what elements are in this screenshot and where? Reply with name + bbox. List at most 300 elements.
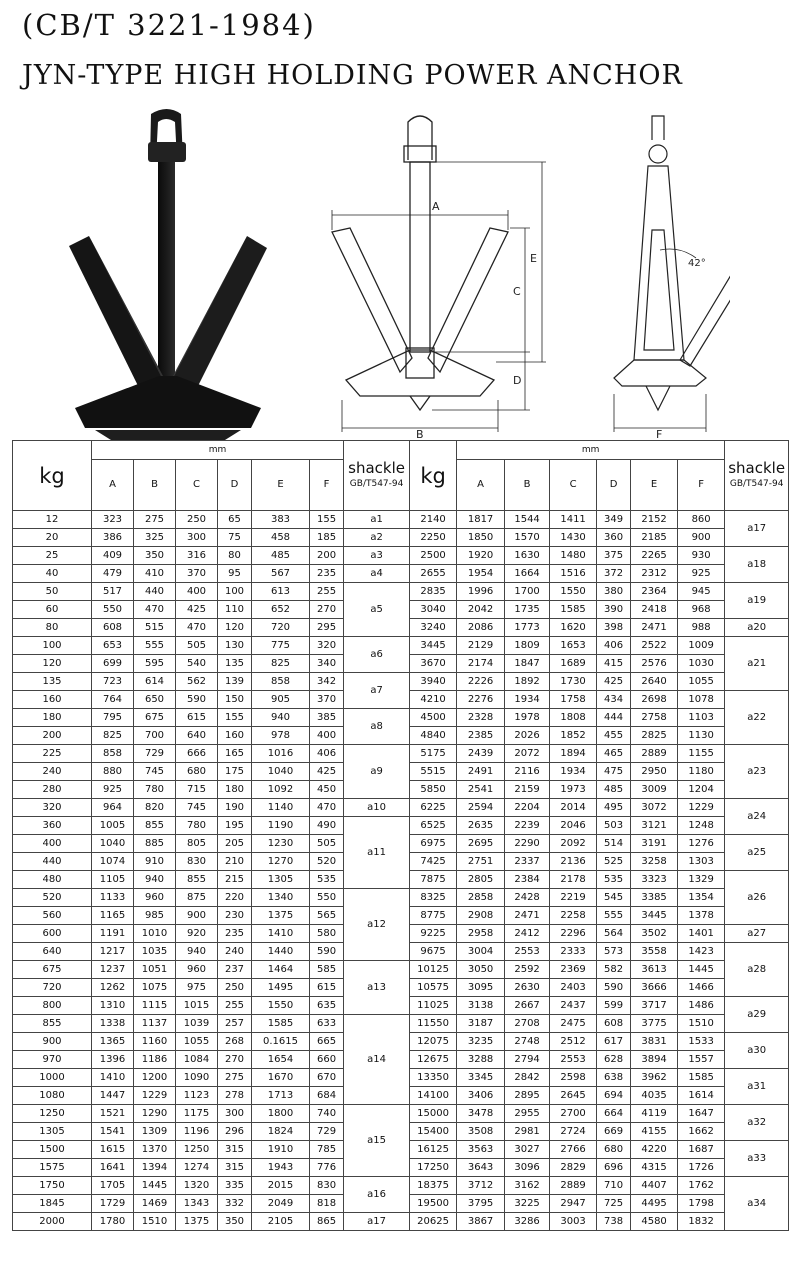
dim-cell-right: 375 bbox=[597, 547, 631, 565]
dim-cell-right: 1850 bbox=[457, 529, 505, 547]
shackle-cell-left: a3 bbox=[344, 547, 410, 565]
dim-cell-left: 1200 bbox=[134, 1069, 176, 1087]
shackle-cell-right: a29 bbox=[725, 997, 789, 1033]
dim-cell-left: 425 bbox=[176, 601, 218, 619]
shackle-cell-left: a11 bbox=[344, 817, 410, 889]
dim-cell-left: 409 bbox=[92, 547, 134, 565]
dim-cell-right: 3191 bbox=[631, 835, 678, 853]
dim-cell-right: 3187 bbox=[457, 1015, 505, 1033]
dim-cell-left: 1375 bbox=[176, 1213, 218, 1231]
weight-cell-left: 25 bbox=[13, 547, 92, 565]
dim-cell-right: 3009 bbox=[631, 781, 678, 799]
table-row bbox=[13, 547, 789, 565]
dim-cell-right: 4315 bbox=[631, 1159, 678, 1177]
shackle-cell-left: a7 bbox=[344, 673, 410, 709]
dim-cell-right: 2046 bbox=[550, 817, 597, 835]
dim-cell-left: 1133 bbox=[92, 889, 134, 907]
dim-cell-left: 210 bbox=[218, 853, 252, 871]
dim-cell-right: 2635 bbox=[457, 817, 505, 835]
dim-cell-right: 2185 bbox=[631, 529, 678, 547]
dim-cell-left: 1410 bbox=[252, 925, 310, 943]
shackle-cell-right: a27 bbox=[725, 925, 789, 943]
dim-cell-right: 1544 bbox=[505, 511, 550, 529]
shackle-cell-right: a26 bbox=[725, 871, 789, 925]
dim-cell-right: 2724 bbox=[550, 1123, 597, 1141]
dim-cell-right: 2437 bbox=[550, 997, 597, 1015]
dim-cell-right: 945 bbox=[678, 583, 725, 601]
dim-cell-right: 1934 bbox=[505, 691, 550, 709]
weight-cell-left: 320 bbox=[13, 799, 92, 817]
anchor-photo bbox=[55, 108, 270, 440]
dim-cell-right: 2698 bbox=[631, 691, 678, 709]
dim-cell-left: 960 bbox=[134, 889, 176, 907]
dim-cell-right: 2072 bbox=[505, 745, 550, 763]
shackle-cell-right: a33 bbox=[725, 1141, 789, 1177]
dim-cell-right: 2700 bbox=[550, 1105, 597, 1123]
header-shackle-left bbox=[344, 441, 410, 511]
dim-cell-left: 590 bbox=[176, 691, 218, 709]
dim-cell-left: 300 bbox=[176, 529, 218, 547]
dim-cell-left: 675 bbox=[134, 709, 176, 727]
dim-cell-left: 1445 bbox=[134, 1177, 176, 1195]
dim-cell-left: 550 bbox=[92, 601, 134, 619]
weight-cell-right: 11025 bbox=[410, 997, 457, 1015]
shackle-title: shackle bbox=[728, 459, 786, 477]
dim-cell-right: 3613 bbox=[631, 961, 678, 979]
dim-cell-right: 3162 bbox=[505, 1177, 550, 1195]
dim-cell-left: 825 bbox=[92, 727, 134, 745]
dim-cell-right: 638 bbox=[597, 1069, 631, 1087]
dim-cell-right: 4495 bbox=[631, 1195, 678, 1213]
dim-cell-right: 573 bbox=[597, 943, 631, 961]
dim-cell-left: 2049 bbox=[252, 1195, 310, 1213]
shackle-cell-right: a18 bbox=[725, 547, 789, 583]
dim-cell-left: 240 bbox=[218, 943, 252, 961]
dim-cell-left: 729 bbox=[134, 745, 176, 763]
weight-cell-left: 440 bbox=[13, 853, 92, 871]
header-mm-left: mm bbox=[92, 441, 344, 460]
dim-cell-left: 278 bbox=[218, 1087, 252, 1105]
dim-cell-left: 255 bbox=[310, 583, 344, 601]
dim-cell-left: 2015 bbox=[252, 1177, 310, 1195]
dim-cell-left: 1175 bbox=[176, 1105, 218, 1123]
dim-cell-left: 1641 bbox=[92, 1159, 134, 1177]
weight-cell-right: 10575 bbox=[410, 979, 457, 997]
dim-cell-left: 745 bbox=[176, 799, 218, 817]
dim-cell-left: 1447 bbox=[92, 1087, 134, 1105]
dim-cell-left: 1713 bbox=[252, 1087, 310, 1105]
dim-cell-left: 865 bbox=[310, 1213, 344, 1231]
dim-cell-right: 455 bbox=[597, 727, 631, 745]
dim-cell-right: 1078 bbox=[678, 691, 725, 709]
dim-cell-left: 1375 bbox=[252, 907, 310, 925]
dim-cell-right: 415 bbox=[597, 655, 631, 673]
dim-cell-right: 3235 bbox=[457, 1033, 505, 1051]
dim-cell-left: 920 bbox=[176, 925, 218, 943]
dim-cell-left: 818 bbox=[310, 1195, 344, 1213]
dim-cell-right: 4220 bbox=[631, 1141, 678, 1159]
dim-cell-right: 2858 bbox=[457, 889, 505, 907]
weight-cell-left: 970 bbox=[13, 1051, 92, 1069]
dim-cell-right: 1700 bbox=[505, 583, 550, 601]
dim-cell-right: 1378 bbox=[678, 907, 725, 925]
shackle-cell-right: a20 bbox=[725, 619, 789, 637]
dim-cell-right: 503 bbox=[597, 817, 631, 835]
dim-cell-left: 830 bbox=[176, 853, 218, 871]
dim-cell-right: 3027 bbox=[505, 1141, 550, 1159]
weight-cell-left: 280 bbox=[13, 781, 92, 799]
header-col-c-right: C bbox=[550, 460, 597, 511]
dim-cell-left: 1084 bbox=[176, 1051, 218, 1069]
weight-cell-left: 800 bbox=[13, 997, 92, 1015]
dim-cell-right: 2825 bbox=[631, 727, 678, 745]
dim-cell-left: 978 bbox=[252, 727, 310, 745]
weight-cell-right: 3670 bbox=[410, 655, 457, 673]
dim-cell-right: 1920 bbox=[457, 547, 505, 565]
dim-cell-left: 1943 bbox=[252, 1159, 310, 1177]
dim-cell-right: 2889 bbox=[550, 1177, 597, 1195]
dim-cell-right: 1486 bbox=[678, 997, 725, 1015]
dim-cell-right: 398 bbox=[597, 619, 631, 637]
dim-cell-left: 1464 bbox=[252, 961, 310, 979]
weight-cell-right: 9225 bbox=[410, 925, 457, 943]
dim-cell-right: 2640 bbox=[631, 673, 678, 691]
dim-cell-left: 1365 bbox=[92, 1033, 134, 1051]
dim-cell-left: 1092 bbox=[252, 781, 310, 799]
dim-cell-left: 1074 bbox=[92, 853, 134, 871]
dim-cell-left: 130 bbox=[218, 637, 252, 655]
dim-cell-right: 2384 bbox=[505, 871, 550, 889]
dim-cell-right: 2708 bbox=[505, 1015, 550, 1033]
weight-cell-right: 2250 bbox=[410, 529, 457, 547]
dim-cell-right: 2598 bbox=[550, 1069, 597, 1087]
dim-cell-right: 2645 bbox=[550, 1087, 597, 1105]
dim-cell-right: 2337 bbox=[505, 853, 550, 871]
weight-cell-left: 20 bbox=[13, 529, 92, 547]
dim-cell-left: 479 bbox=[92, 565, 134, 583]
dim-cell-left: 715 bbox=[176, 781, 218, 799]
dim-cell-left: 1340 bbox=[252, 889, 310, 907]
dim-cell-right: 738 bbox=[597, 1213, 631, 1231]
dim-cell-right: 1954 bbox=[457, 565, 505, 583]
header-shackle-right bbox=[725, 441, 789, 511]
dim-label-b: B bbox=[416, 428, 424, 440]
dim-cell-right: 1996 bbox=[457, 583, 505, 601]
dim-cell-left: 440 bbox=[134, 583, 176, 601]
table-row bbox=[13, 961, 789, 979]
weight-cell-left: 1845 bbox=[13, 1195, 92, 1213]
weight-cell-right: 8775 bbox=[410, 907, 457, 925]
dim-cell-right: 1832 bbox=[678, 1213, 725, 1231]
weight-cell-right: 16125 bbox=[410, 1141, 457, 1159]
dim-cell-right: 617 bbox=[597, 1033, 631, 1051]
weight-cell-right: 3445 bbox=[410, 637, 457, 655]
dim-cell-left: 940 bbox=[176, 943, 218, 961]
weight-cell-left: 900 bbox=[13, 1033, 92, 1051]
shackle-cell-left: a12 bbox=[344, 889, 410, 961]
dim-cell-left: 300 bbox=[218, 1105, 252, 1123]
dim-cell-right: 696 bbox=[597, 1159, 631, 1177]
dim-cell-left: 1039 bbox=[176, 1015, 218, 1033]
dim-cell-right: 1892 bbox=[505, 673, 550, 691]
dim-cell-left: 910 bbox=[134, 853, 176, 871]
anchor-spec-table bbox=[12, 440, 789, 1231]
dim-cell-right: 3717 bbox=[631, 997, 678, 1015]
dim-cell-left: 95 bbox=[218, 565, 252, 583]
dim-cell-right: 1180 bbox=[678, 763, 725, 781]
dim-cell-left: 1780 bbox=[92, 1213, 134, 1231]
dim-cell-left: 316 bbox=[176, 547, 218, 565]
dim-cell-left: 235 bbox=[310, 565, 344, 583]
header-col-f-left: F bbox=[310, 460, 344, 511]
dim-cell-right: 1303 bbox=[678, 853, 725, 871]
dim-cell-right: 930 bbox=[678, 547, 725, 565]
header-col-e-left: E bbox=[252, 460, 310, 511]
dim-cell-right: 444 bbox=[597, 709, 631, 727]
dim-cell-right: 1516 bbox=[550, 565, 597, 583]
shackle-standard: GB/T547-94 bbox=[349, 479, 404, 489]
dim-cell-right: 2418 bbox=[631, 601, 678, 619]
dim-cell-left: 1824 bbox=[252, 1123, 310, 1141]
dim-cell-left: 652 bbox=[252, 601, 310, 619]
weight-cell-right: 15400 bbox=[410, 1123, 457, 1141]
dim-cell-left: 383 bbox=[252, 511, 310, 529]
dim-cell-left: 200 bbox=[310, 547, 344, 565]
dim-cell-left: 340 bbox=[310, 655, 344, 673]
dim-cell-left: 230 bbox=[218, 907, 252, 925]
dim-cell-left: 275 bbox=[134, 511, 176, 529]
dim-cell-right: 725 bbox=[597, 1195, 631, 1213]
shackle-cell-left: a5 bbox=[344, 583, 410, 637]
dim-cell-right: 555 bbox=[597, 907, 631, 925]
dim-cell-right: 2553 bbox=[550, 1051, 597, 1069]
dim-cell-left: 1274 bbox=[176, 1159, 218, 1177]
shackle-cell-right: a32 bbox=[725, 1105, 789, 1141]
dim-label-d: D bbox=[513, 374, 522, 387]
weight-cell-left: 400 bbox=[13, 835, 92, 853]
shackle-cell-right: a30 bbox=[725, 1033, 789, 1069]
dim-cell-left: 0.1615 bbox=[252, 1033, 310, 1051]
dim-cell-right: 3831 bbox=[631, 1033, 678, 1051]
dim-cell-right: 710 bbox=[597, 1177, 631, 1195]
dim-cell-right: 1809 bbox=[505, 637, 550, 655]
dim-cell-left: 270 bbox=[218, 1051, 252, 1069]
table-row bbox=[13, 1177, 789, 1195]
dim-cell-left: 858 bbox=[252, 673, 310, 691]
weight-cell-left: 480 bbox=[13, 871, 92, 889]
dim-cell-left: 665 bbox=[310, 1033, 344, 1051]
dim-cell-right: 564 bbox=[597, 925, 631, 943]
dim-cell-right: 1620 bbox=[550, 619, 597, 637]
dim-cell-left: 235 bbox=[218, 925, 252, 943]
dim-cell-right: 3096 bbox=[505, 1159, 550, 1177]
dim-cell-left: 296 bbox=[218, 1123, 252, 1141]
weight-cell-left: 1000 bbox=[13, 1069, 92, 1087]
dim-cell-left: 1729 bbox=[92, 1195, 134, 1213]
dim-cell-left: 257 bbox=[218, 1015, 252, 1033]
dim-cell-left: 775 bbox=[252, 637, 310, 655]
header-kg-left: kg bbox=[13, 441, 92, 511]
angle-label: 42° bbox=[688, 258, 706, 269]
weight-cell-right: 4210 bbox=[410, 691, 457, 709]
dim-cell-left: 237 bbox=[218, 961, 252, 979]
dim-cell-left: 615 bbox=[176, 709, 218, 727]
weight-cell-left: 1750 bbox=[13, 1177, 92, 1195]
header-col-a-left: A bbox=[92, 460, 134, 511]
header-col-b-left: B bbox=[134, 460, 176, 511]
dim-cell-left: 1196 bbox=[176, 1123, 218, 1141]
dim-cell-left: 653 bbox=[92, 637, 134, 655]
dim-cell-right: 3795 bbox=[457, 1195, 505, 1213]
dim-cell-left: 1262 bbox=[92, 979, 134, 997]
dim-cell-left: 1510 bbox=[134, 1213, 176, 1231]
shackle-cell-right: a34 bbox=[725, 1177, 789, 1231]
dim-cell-right: 3558 bbox=[631, 943, 678, 961]
dim-cell-left: 1394 bbox=[134, 1159, 176, 1177]
dim-cell-right: 2152 bbox=[631, 511, 678, 529]
dim-cell-right: 1847 bbox=[505, 655, 550, 673]
dim-cell-left: 1217 bbox=[92, 943, 134, 961]
dim-cell-right: 1445 bbox=[678, 961, 725, 979]
dim-cell-right: 4119 bbox=[631, 1105, 678, 1123]
weight-cell-left: 2000 bbox=[13, 1213, 92, 1231]
dim-cell-right: 349 bbox=[597, 511, 631, 529]
dim-cell-right: 2385 bbox=[457, 727, 505, 745]
anchor-front-drawing bbox=[320, 110, 560, 440]
shackle-cell-right: a28 bbox=[725, 943, 789, 997]
shackle-cell-right: a17 bbox=[725, 511, 789, 547]
dim-cell-right: 1852 bbox=[550, 727, 597, 745]
table-row bbox=[13, 565, 789, 583]
dim-cell-left: 567 bbox=[252, 565, 310, 583]
dim-cell-right: 3478 bbox=[457, 1105, 505, 1123]
dim-cell-left: 1160 bbox=[134, 1033, 176, 1051]
dim-cell-left: 315 bbox=[218, 1159, 252, 1177]
dim-label-c: C bbox=[513, 285, 521, 298]
dim-cell-right: 988 bbox=[678, 619, 725, 637]
dim-cell-left: 1309 bbox=[134, 1123, 176, 1141]
anchor-side-drawing bbox=[600, 110, 730, 440]
table-row bbox=[13, 709, 789, 727]
dim-cell-right: 1664 bbox=[505, 565, 550, 583]
dim-cell-right: 2159 bbox=[505, 781, 550, 799]
dim-cell-left: 1469 bbox=[134, 1195, 176, 1213]
dim-cell-left: 855 bbox=[134, 817, 176, 835]
dim-cell-right: 2766 bbox=[550, 1141, 597, 1159]
dim-cell-left: 723 bbox=[92, 673, 134, 691]
weight-cell-left: 100 bbox=[13, 637, 92, 655]
dim-cell-right: 1401 bbox=[678, 925, 725, 943]
dim-cell-right: 1248 bbox=[678, 817, 725, 835]
dim-cell-right: 2842 bbox=[505, 1069, 550, 1087]
dim-cell-left: 350 bbox=[218, 1213, 252, 1231]
weight-cell-right: 20625 bbox=[410, 1213, 457, 1231]
dim-cell-left: 190 bbox=[218, 799, 252, 817]
table-row bbox=[13, 889, 789, 907]
dim-cell-right: 2116 bbox=[505, 763, 550, 781]
header-kg-right: kg bbox=[410, 441, 457, 511]
weight-cell-right: 12675 bbox=[410, 1051, 457, 1069]
dim-cell-right: 1653 bbox=[550, 637, 597, 655]
dim-cell-right: 2333 bbox=[550, 943, 597, 961]
weight-cell-left: 675 bbox=[13, 961, 92, 979]
shackle-cell-left: a1 bbox=[344, 511, 410, 529]
dim-cell-left: 505 bbox=[176, 637, 218, 655]
dim-cell-left: 65 bbox=[218, 511, 252, 529]
weight-cell-left: 640 bbox=[13, 943, 92, 961]
weight-cell-right: 3040 bbox=[410, 601, 457, 619]
dim-cell-left: 220 bbox=[218, 889, 252, 907]
dim-cell-left: 325 bbox=[134, 529, 176, 547]
header-col-e-right: E bbox=[631, 460, 678, 511]
weight-cell-right: 6225 bbox=[410, 799, 457, 817]
dim-cell-left: 1035 bbox=[134, 943, 176, 961]
dim-cell-left: 505 bbox=[310, 835, 344, 853]
weight-cell-right: 2140 bbox=[410, 511, 457, 529]
dim-cell-left: 858 bbox=[92, 745, 134, 763]
dim-cell-right: 3288 bbox=[457, 1051, 505, 1069]
dim-cell-left: 795 bbox=[92, 709, 134, 727]
dim-cell-right: 2364 bbox=[631, 583, 678, 601]
table-row bbox=[13, 799, 789, 817]
dim-cell-left: 614 bbox=[134, 673, 176, 691]
dim-cell-left: 1305 bbox=[252, 871, 310, 889]
dim-cell-right: 1735 bbox=[505, 601, 550, 619]
dim-cell-right: 495 bbox=[597, 799, 631, 817]
dim-cell-right: 390 bbox=[597, 601, 631, 619]
weight-cell-right: 7425 bbox=[410, 853, 457, 871]
dim-cell-right: 2086 bbox=[457, 619, 505, 637]
dim-cell-left: 1005 bbox=[92, 817, 134, 835]
dim-cell-left: 1229 bbox=[134, 1087, 176, 1105]
dim-cell-right: 2276 bbox=[457, 691, 505, 709]
dim-cell-left: 580 bbox=[310, 925, 344, 943]
dim-cell-left: 1440 bbox=[252, 943, 310, 961]
dim-cell-right: 3867 bbox=[457, 1213, 505, 1231]
shackle-cell-left: a15 bbox=[344, 1105, 410, 1177]
dim-cell-left: 270 bbox=[310, 601, 344, 619]
dim-cell-right: 2412 bbox=[505, 925, 550, 943]
dim-cell-left: 350 bbox=[134, 547, 176, 565]
dim-cell-right: 2748 bbox=[505, 1033, 550, 1051]
dim-cell-right: 608 bbox=[597, 1015, 631, 1033]
dim-cell-right: 1978 bbox=[505, 709, 550, 727]
dim-cell-left: 660 bbox=[310, 1051, 344, 1069]
shackle-title: shackle bbox=[348, 459, 405, 477]
dim-cell-left: 2105 bbox=[252, 1213, 310, 1231]
dim-cell-left: 335 bbox=[218, 1177, 252, 1195]
dim-cell-left: 275 bbox=[218, 1069, 252, 1087]
weight-cell-left: 1305 bbox=[13, 1123, 92, 1141]
weight-cell-right: 12075 bbox=[410, 1033, 457, 1051]
dim-cell-left: 1051 bbox=[134, 961, 176, 979]
dim-cell-right: 2541 bbox=[457, 781, 505, 799]
dim-cell-right: 1276 bbox=[678, 835, 725, 853]
dim-label-a: A bbox=[432, 200, 440, 213]
dim-cell-left: 1137 bbox=[134, 1015, 176, 1033]
weight-cell-left: 160 bbox=[13, 691, 92, 709]
dim-cell-left: 1140 bbox=[252, 799, 310, 817]
weight-cell-left: 1575 bbox=[13, 1159, 92, 1177]
dim-cell-right: 2226 bbox=[457, 673, 505, 691]
dim-cell-left: 1705 bbox=[92, 1177, 134, 1195]
shackle-standard: GB/T547-94 bbox=[729, 479, 784, 489]
weight-cell-left: 225 bbox=[13, 745, 92, 763]
dim-cell-right: 2512 bbox=[550, 1033, 597, 1051]
dim-cell-left: 1190 bbox=[252, 817, 310, 835]
dim-cell-right: 1480 bbox=[550, 547, 597, 565]
dim-cell-right: 669 bbox=[597, 1123, 631, 1141]
